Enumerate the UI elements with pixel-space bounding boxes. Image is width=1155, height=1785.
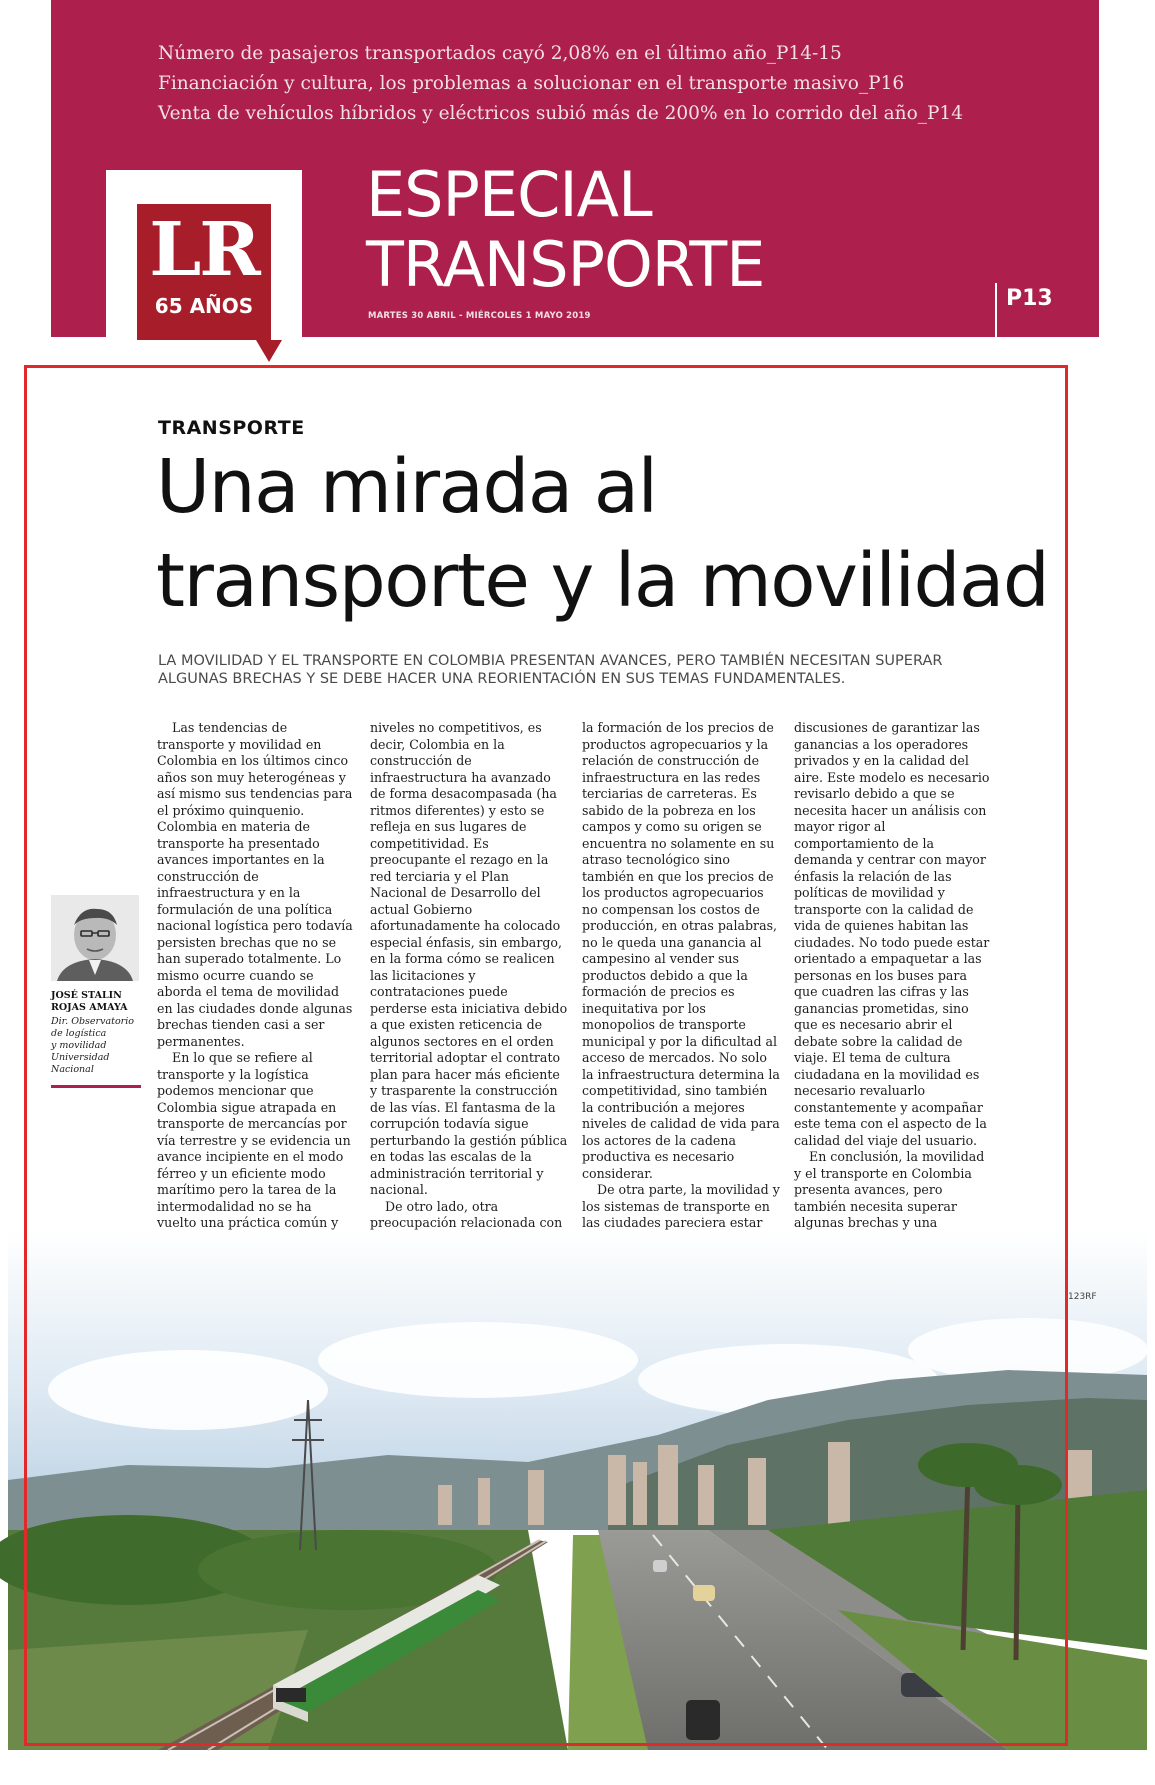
teaser-list xyxy=(158,39,963,129)
paragraph: De otra parte, la movilidad y los sistemas de transporte en las ciudades pareciera estar xyxy=(582,1182,780,1230)
section-title xyxy=(366,160,764,300)
logo-letters: LR xyxy=(149,207,259,293)
article-headline xyxy=(156,440,1056,628)
author-role-line: Nacional xyxy=(51,1064,94,1075)
teaser-link[interactable]: Número de pasajeros transportados cayó 2,08% en el último año_P14-15 xyxy=(158,43,842,64)
author-portrait-icon xyxy=(51,895,139,981)
page-number-divider xyxy=(995,283,997,337)
author-role-line: Dir. Observatorio xyxy=(51,1016,134,1027)
paragraph: De otro lado, otra preocupación relacionada con xyxy=(370,1198,563,1230)
author-name-line: JOSÉ STALIN xyxy=(51,990,122,1001)
logo-anniversary: 65 AÑOS xyxy=(154,294,254,318)
author-role-line: de logística xyxy=(51,1028,107,1039)
author-role-line: y movilidad xyxy=(51,1040,107,1051)
author-name xyxy=(51,990,146,1014)
article-column-3 xyxy=(582,720,780,1235)
paragraph: En conclusión, la movilidad y el transporte en Colombia presenta avances, pero también necesita superar algunas brechas y una xyxy=(794,1149,985,1230)
logo-pointer-icon xyxy=(256,340,282,362)
paragraph: En lo que se refiere al transporte y la logística podemos mencionar que Colombia sigue atrapada en transporte de mercancías por vía terrestre y se evidencia un avance incipiente en el modo férreo y un eficiente modo marítimo pero la tarea de la intermodalidad no se ha vuelto una práctica común y xyxy=(157,1050,351,1230)
section-kicker: TRANSPORTE xyxy=(158,417,305,439)
author-role-line: Universidad xyxy=(51,1052,110,1063)
photo-credit: 123RF xyxy=(1068,1292,1097,1302)
article-column-4 xyxy=(794,720,992,1235)
article-column-2 xyxy=(370,720,568,1235)
author-role xyxy=(51,1016,146,1076)
section-title-line: ESPECIAL xyxy=(366,158,652,231)
author-name-line: ROJAS AMAYA xyxy=(51,1002,128,1013)
paragraph: niveles no competitivos, es decir, Colombia en la construcción de infraestructura ha avanzado de forma desacompasada (ha ritmos diferentes) y esto se refleja en sus lugares de competitividad. Es preocupante el rezago en la red terciaria y el Plan Nacional de Desarrollo del actual Gobierno afortunadamente ha colocado especial énfasis, sin embargo, en la forma cómo se realicen las licitaciones y contrataciones puede perderse esta iniciativa debido a que existen reticencia de algunos sectores en el orden territorial adoptar el contrato plan para hacer más eficiente y trasparente la construcción de las vías. El fantasma de la corrupción todavía sigue perturbando la gestión pública en todas las escalas de la administración territorial y nacional. xyxy=(370,720,568,1197)
paragraph: Las tendencias de transporte y movilidad en Colombia en los últimos cinco años son muy heterogéneas y así mismo sus tendencias para el próximo quinquenio. Colombia en materia de transporte ha presentado avances importantes en la construcción de infraestructura y en la formulación de una política nacional logística pero todavía persisten brechas que no se han superado totalmente. Lo mismo ocurre cuando se aborda el tema de movilidad en las ciudades donde algunas brechas tienden casi a ser permanentes. xyxy=(157,720,353,1049)
section-title-line: TRANSPORTE xyxy=(366,228,765,301)
dateline: MARTES 30 ABRIL - MIÉRCOLES 1 MAYO 2019 xyxy=(368,311,591,321)
article-deck: LA MOVILIDAD Y EL TRANSPORTE EN COLOMBIA PRESENTAN AVANCES, PERO TAMBIÉN NECESITAN SUPERAR ALGUNAS BRECHAS Y SE DEBE HACER UNA REORIENTACIÓN EN SUS TEMAS FUNDAMENTALES. xyxy=(158,653,943,687)
teaser-link[interactable]: Venta de vehículos híbridos y eléctricos subió más de 200% en lo corrido del año_P14 xyxy=(158,103,963,124)
byline-divider xyxy=(51,1085,141,1088)
headline-line: transporte y la movilidad xyxy=(156,538,1049,624)
author-photo xyxy=(51,895,139,981)
article-column-1 xyxy=(157,720,355,1235)
city-metro-photo xyxy=(8,1230,1147,1750)
lr-logo[interactable] xyxy=(137,204,271,340)
headline-line: Una mirada al xyxy=(156,444,657,530)
metro-avenue-illustration xyxy=(8,1230,1147,1750)
paragraph: la formación de los precios de productos agropecuarios y la relación de construcción de infraestructura en las redes terciarias de carreteras. Es sabido de la pobreza en los campos y como su origen se encuentra no solamente en su atraso tecnológico sino también en que los precios de los productos agropecuarios no compensan los costos de producción, en otras palabras, no le queda una ganancia al campesino al vender sus productos debido a que la formación de precios es inequitativa por los monopolios de transporte municipal y por la dificultad al acceso de mercados. No solo la infraestructura determina la competitividad, sino también la contribución a mejores niveles de calidad de vida para los actores de la cadena productiva es necesario considerar. xyxy=(582,720,780,1181)
page-number: P13 xyxy=(1006,286,1053,311)
paragraph: discusiones de garantizar las ganancias a los operadores privados y en la calidad del aire. Este modelo es necesario revisarlo debido a que se necesita hacer un análisis con mayor rigor al comportamiento de la demanda y centrar con mayor énfasis la relación de las políticas de movilidad y transporte con la calidad de vida de quienes habitan las ciudades. No todo puede estar orientado a empaquetar a las personas en los buses para que cuadren las cifras y las ganancias prometidas, sino que es necesario abrir el debate sobre la calidad de viaje. El tema de cultura ciudadana en la movilidad es necesario revaluarlo constantemente y acompañar este tema con el aspecto de la calidad del viaje del usuario. xyxy=(794,720,990,1148)
teaser-link[interactable]: Financiación y cultura, los problemas a solucionar en el transporte masivo_P16 xyxy=(158,73,905,94)
